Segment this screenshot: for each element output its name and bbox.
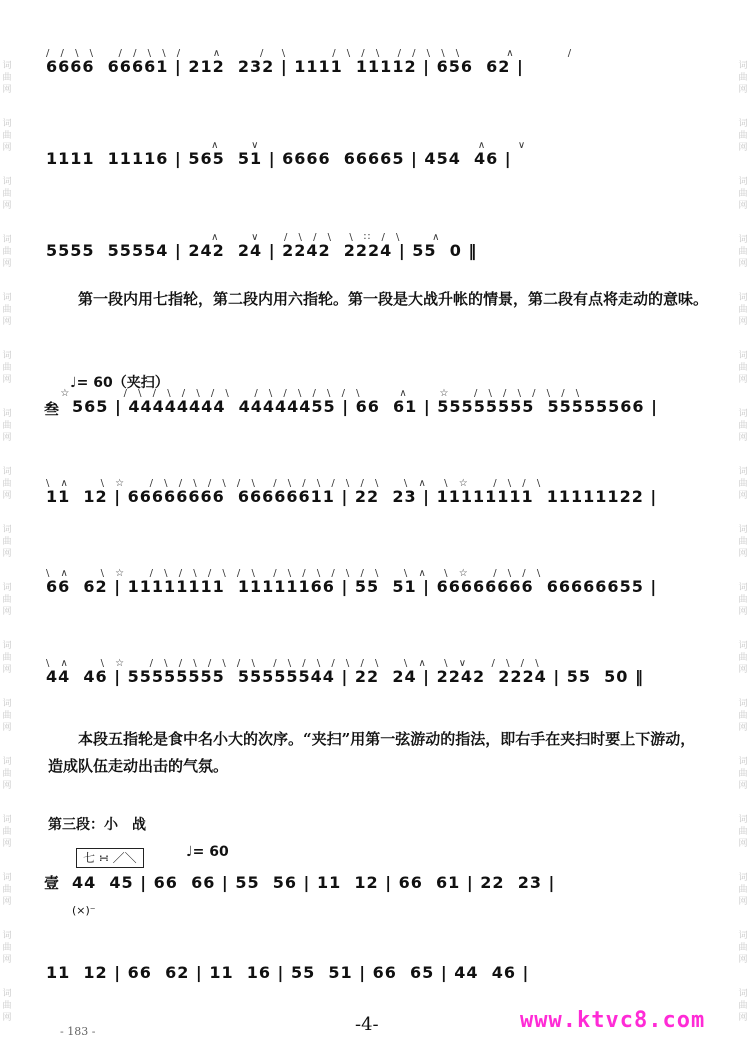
technique-note: (×)⁻ bbox=[72, 904, 96, 917]
watermark-text: 词 曲 网 bbox=[738, 177, 748, 211]
watermark-text: 词 曲 网 bbox=[2, 119, 12, 153]
notation-text: 11 12 | 66 62 | 11 16 | 55 51 | 66 65 | 44 46 | bbox=[46, 963, 530, 982]
watermark-text: 词 曲 网 bbox=[738, 757, 748, 791]
articulation-marks: ∧ ∨ / \ / \ \ ∷ / \ ∧ bbox=[46, 232, 444, 243]
watermark-text: 词 曲 网 bbox=[738, 235, 748, 269]
paragraph: 本段五指轮是食中名小大的次序。“夹扫”用第一弦游动的指法，即右手在夹扫时要上下游动，造成队伍走动出击的气氛。 bbox=[48, 730, 696, 775]
watermark-text: 词 曲 网 bbox=[738, 989, 748, 1023]
watermark-left bbox=[0, 0, 14, 1058]
notation-line bbox=[46, 140, 716, 176]
watermark-text: 词 曲 网 bbox=[738, 525, 748, 559]
watermark-text: 词 曲 网 bbox=[2, 525, 12, 559]
watermark-text: 词 曲 网 bbox=[2, 351, 12, 385]
watermark-text: 词 曲 网 bbox=[2, 293, 12, 327]
watermark-text: 词 曲 网 bbox=[738, 931, 748, 965]
watermark-text: 词 曲 网 bbox=[2, 757, 12, 791]
notation-line bbox=[46, 568, 716, 604]
watermark-text: 词 曲 网 bbox=[2, 235, 12, 269]
notation-text: 1111 11116 | 565 51 | 6666 66665 | 454 46 | bbox=[46, 149, 512, 168]
notation-line bbox=[46, 658, 716, 694]
articulation-marks: ∧ ∨ ∧ ∨ bbox=[46, 140, 530, 151]
watermark-text: 词 曲 网 bbox=[738, 583, 748, 617]
site-url: www.ktvc8.com bbox=[520, 1008, 706, 1033]
articulation-marks: / / \ \ / / \ \ / ∧ / \ / \ / \ / / \ \ \ ∧ / bbox=[46, 48, 576, 59]
notation-text: 11 12 | 66666666 66666611 | 22 23 | 11111111 11111122 | bbox=[46, 487, 658, 506]
notation-line bbox=[46, 864, 716, 900]
watermark-text: 词 曲 网 bbox=[738, 641, 748, 675]
watermark-text: 词 曲 网 bbox=[2, 641, 12, 675]
watermark-right bbox=[736, 0, 750, 1058]
watermark-text: 词 曲 网 bbox=[738, 119, 748, 153]
notation-line bbox=[46, 48, 716, 84]
watermark-text: 词 曲 网 bbox=[2, 873, 12, 907]
section-heading: 第三段：小 战 bbox=[48, 817, 146, 833]
watermark-text: 词 曲 网 bbox=[738, 293, 748, 327]
section-number: 壹 bbox=[44, 874, 60, 892]
watermark-text: 词 曲 网 bbox=[738, 467, 748, 501]
notation-text: 565 | 44444444 44444455 | 66 61 | 55555555 55555566 | bbox=[72, 397, 658, 416]
notation-text: 6666 66661 | 212 232 | 1111 11112 | 656 62 | bbox=[46, 57, 524, 76]
watermark-text: 词 曲 网 bbox=[2, 61, 12, 95]
section-number: 叁 bbox=[44, 400, 60, 418]
notation-line bbox=[46, 954, 716, 990]
watermark-text: 词 曲 网 bbox=[738, 815, 748, 849]
notation-text: 44 46 | 55555555 55555544 | 22 24 | 2242 2224 | 55 50 ‖ bbox=[46, 667, 644, 686]
watermark-text: 词 曲 网 bbox=[2, 815, 12, 849]
watermark-text: 词 曲 网 bbox=[738, 351, 748, 385]
watermark-text: 词 曲 网 bbox=[738, 873, 748, 907]
articulation-marks: \ ∧ \ ☆ / \ / \ / \ / \ / \ / \ / \ / \ \ ∧ \ ☆ / \ / \ bbox=[46, 478, 545, 489]
watermark-text: 词 曲 网 bbox=[2, 699, 12, 733]
watermark-text: 词 曲 网 bbox=[2, 931, 12, 965]
page-number: -4- bbox=[355, 1014, 379, 1035]
watermark-text: 词 曲 网 bbox=[738, 61, 748, 95]
notation-text: 5555 55554 | 242 24 | 2242 2224 | 55 0 ‖ bbox=[46, 241, 478, 260]
watermark-text: 词 曲 网 bbox=[738, 699, 748, 733]
articulation-marks: \ ∧ \ ☆ / \ / \ / \ / \ / \ / \ / \ / \ \ ∧ \ ∨ / \ / \ bbox=[46, 658, 543, 669]
watermark-text: 词 曲 网 bbox=[2, 467, 12, 501]
articulation-marks: \ ∧ \ ☆ / \ / \ / \ / \ / \ / \ / \ / \ \ ∧ \ ☆ / \ / \ bbox=[46, 568, 545, 579]
notation-line bbox=[46, 388, 716, 424]
watermark-text: 词 曲 网 bbox=[2, 989, 12, 1023]
tempo-marking: ♩= 60 bbox=[186, 844, 229, 860]
notation-line bbox=[46, 478, 716, 514]
articulation-marks: ☆ / \ / \ / \ / \ / \ / \ / \ / \ ∧ ☆ / \ / \ / \ / \ bbox=[46, 388, 584, 399]
footer-page-left: - 183 - bbox=[60, 1025, 96, 1038]
watermark-text: 词 曲 网 bbox=[2, 583, 12, 617]
technique-box: 七 ∺ ／＼ bbox=[76, 848, 144, 868]
watermark-text: 词 曲 网 bbox=[2, 409, 12, 443]
notation-text: 44 45 | 66 66 | 55 56 | 11 12 | 66 61 | 22 23 | bbox=[72, 873, 556, 892]
tempo-marking: ♩= 60（夹扫） bbox=[70, 375, 169, 391]
paragraph: 第一段内用七指轮，第二段内用六指轮。第一段是大战升帐的情景，第二段有点将走动的意味。 bbox=[78, 290, 709, 308]
watermark-text: 词 曲 网 bbox=[738, 409, 748, 443]
notation-text: 66 62 | 11111111 11111166 | 55 51 | 66666666 66666655 | bbox=[46, 577, 658, 596]
notation-line bbox=[46, 232, 716, 268]
watermark-text: 词 曲 网 bbox=[2, 177, 12, 211]
